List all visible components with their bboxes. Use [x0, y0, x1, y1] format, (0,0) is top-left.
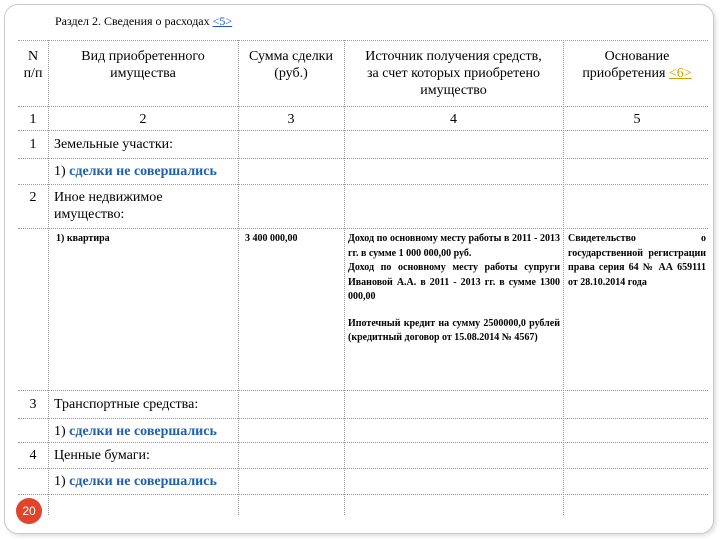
basis-footnote-link[interactable]: <6>: [668, 66, 692, 81]
index-cell: 4: [450, 112, 457, 127]
category-title: Транспортные средства:: [54, 397, 199, 412]
grid-line: [18, 106, 708, 107]
deal-sum: 3 400 000,00: [245, 233, 298, 244]
grid-line: [18, 158, 708, 159]
row-number: 2: [29, 190, 37, 205]
funding-source: Доход по основному месту работы в 2011 - 2013 гг. в сумме 1 000 000,00 руб. Доход по основному месту работы супруги Ивановой А.А. в 2011 - 2013 гг. в сумме 1300 000,00 Ипотечный кредит на сумму 2500000,0 рублей (кредитный договор от 15.08.2014 № 4567): [348, 233, 560, 343]
section-heading: [55, 14, 232, 29]
col-header-basis: Основание приобретения <6>: [582, 49, 692, 81]
grid-line: [18, 494, 708, 495]
grid-line: [18, 228, 708, 229]
item-name: 1) квартира: [56, 233, 110, 244]
grid-line: [18, 442, 708, 443]
index-cell: 3: [287, 112, 295, 127]
category-title: Ценные бумаги:: [54, 448, 150, 463]
category-title: Земельные участки:: [54, 137, 174, 152]
col-header-source: Источник получения средств, за счет которых приобретено имущество: [365, 49, 542, 98]
no-transactions-note: 1) сделки не совершались: [54, 474, 217, 489]
grid-line: [18, 130, 708, 131]
col-header-sum: Сумма сделки (руб.): [249, 49, 333, 81]
category-title: Иное недвижимое имущество:: [54, 190, 163, 222]
section-heading-text: Раздел 2. Сведения о расходах: [55, 14, 213, 28]
grid-line: [18, 468, 708, 469]
grid-line: [18, 418, 708, 419]
grid-line: [18, 184, 708, 185]
row-number: 1: [29, 137, 37, 152]
index-cell: 2: [139, 112, 147, 127]
grid-line: [18, 390, 708, 391]
no-transactions-note: 1) сделки не совершались: [54, 424, 217, 439]
grid-line: [18, 40, 708, 41]
col-header-type: Вид приобретенного имущества: [81, 49, 205, 81]
acquisition-basis: Свидетельство о государственной регистрации права серия 64 № АА 659111 от 28.10.2014 года: [568, 233, 706, 288]
row-number: 4: [29, 448, 37, 463]
index-cell: 1: [29, 112, 37, 127]
no-transactions-note: 1) сделки не совершались: [54, 164, 217, 179]
heading-footnote-link[interactable]: <5>: [212, 14, 233, 28]
index-cell: 5: [633, 112, 641, 127]
page-number-badge: 20: [16, 498, 42, 524]
row-number: 3: [29, 397, 37, 412]
col-header-num: N п/п: [23, 49, 43, 81]
